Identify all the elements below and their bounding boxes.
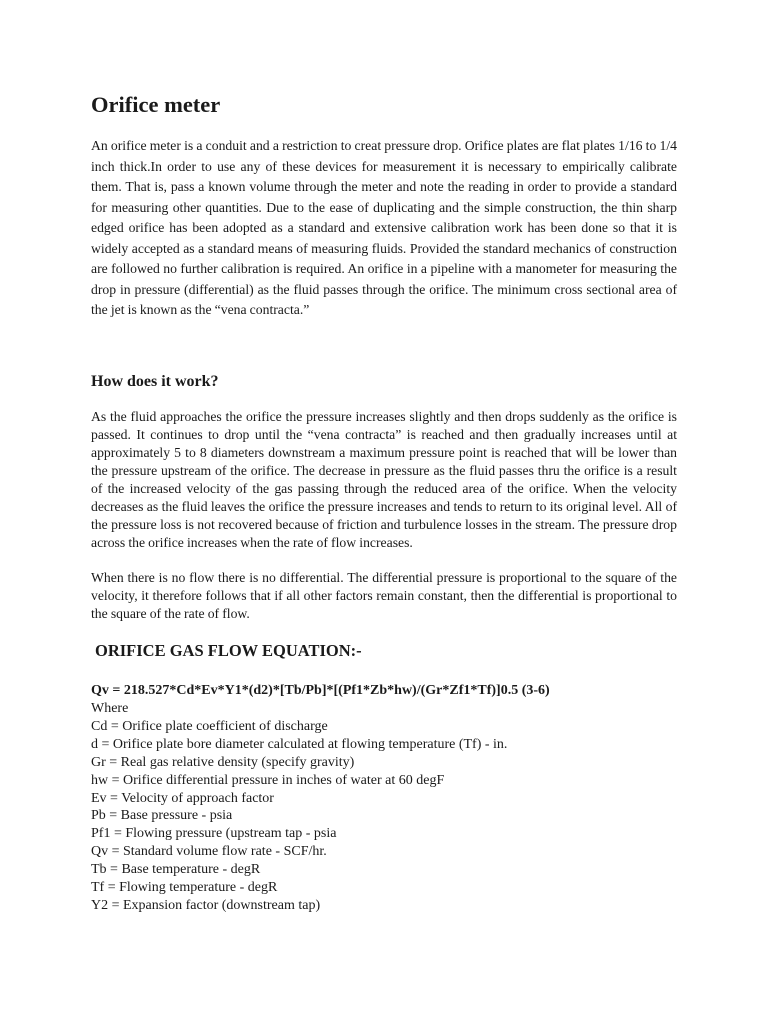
- variable-definitions: [91, 700, 507, 915]
- how-it-works-paragraph-2: When there is no flow there is no differential. The differential pressure is proportional to the square of the velocity, it therefore follows that if all other factors remain constant, then the differential is proportional to the square of the rate of flow.: [91, 570, 677, 621]
- flow-equation: Qv = 218.527*Cd*Ev*Y1*(d2)*[Tb/Pb]*[(Pf1*Zb*hw)/(Gr*Zf1*Tf)]0.5 (3-6): [91, 683, 550, 698]
- definition-tf: Tf = Flowing temperature - degR: [91, 880, 278, 896]
- definition-gr: Gr = Real gas relative density (specify gravity): [91, 754, 355, 770]
- equation-heading: ORIFICE GAS FLOW EQUATION:-: [95, 641, 362, 660]
- definition-d: d = Orifice plate bore diameter calculated at flowing temperature (Tf) - in.: [91, 736, 508, 752]
- definition-hw: hw = Orifice differential pressure in inches of water at 60 degF: [91, 772, 445, 788]
- definition-where: Where: [91, 701, 129, 716]
- definition-qv: Qv = Standard volume flow rate - SCF/hr.: [91, 844, 327, 860]
- document-title: Orifice meter: [91, 92, 221, 117]
- definition-pf1: Pf1 = Flowing pressure (upstream tap - psia: [91, 826, 337, 842]
- how-it-works-paragraph-1: As the fluid approaches the orifice the pressure increases slightly and then drops suddenly as the orifice is passed. It continues to drop until the “vena contracta” is reached and then gradually increases until at approximately 5 to 8 diameters downstream a maximum pressure point is reached that will be lower than the pressure upstream of the orifice. The decrease in pressure as the fluid passes thru the orifice is a result of the increased velocity of the gas passing through the reduced area of the orifice. When the velocity decreases as the fluid leaves the orifice the pressure increases and tends to return to its original level. All of the pressure loss is not recovered because of friction and turbulence losses in the stream. The pressure drop across the orifice increases when the rate of flow increases.: [91, 409, 677, 550]
- definition-ev: Ev = Velocity of approach factor: [91, 790, 274, 806]
- intro-paragraph: An orifice meter is a conduit and a restriction to creat pressure drop. Orifice plates are flat plates 1/16 to 1/4 inch thick.In order to use any of these devices for measurement it is necessary to empirically calibrate them. That is, pass a known volume through the meter and note the reading in order to provide a standard for measuring other quantities. Due to the ease of duplicating and the simple construction, the thin sharp edged orifice has been adopted as a standard and extensive calibration work has been done so that it is widely accepted as a standard means of measuring fluids. Provided the standard mechanics of construction are followed no further calibration is required. An orifice in a pipeline with a manometer for measuring the drop in pressure (differential) as the fluid passes through the orifice. The minimum cross sectional area of the jet is known as the “vena contracta.”: [91, 138, 677, 317]
- definition-cd: Cd = Orifice plate coefficient of discharge: [91, 718, 328, 734]
- definition-y2: Y2 = Expansion factor (downstream tap): [91, 897, 321, 913]
- definition-pb: Pb = Base pressure - psia: [91, 808, 233, 824]
- definition-tb: Tb = Base temperature - degR: [91, 862, 261, 878]
- how-it-works-heading: How does it work?: [91, 373, 219, 390]
